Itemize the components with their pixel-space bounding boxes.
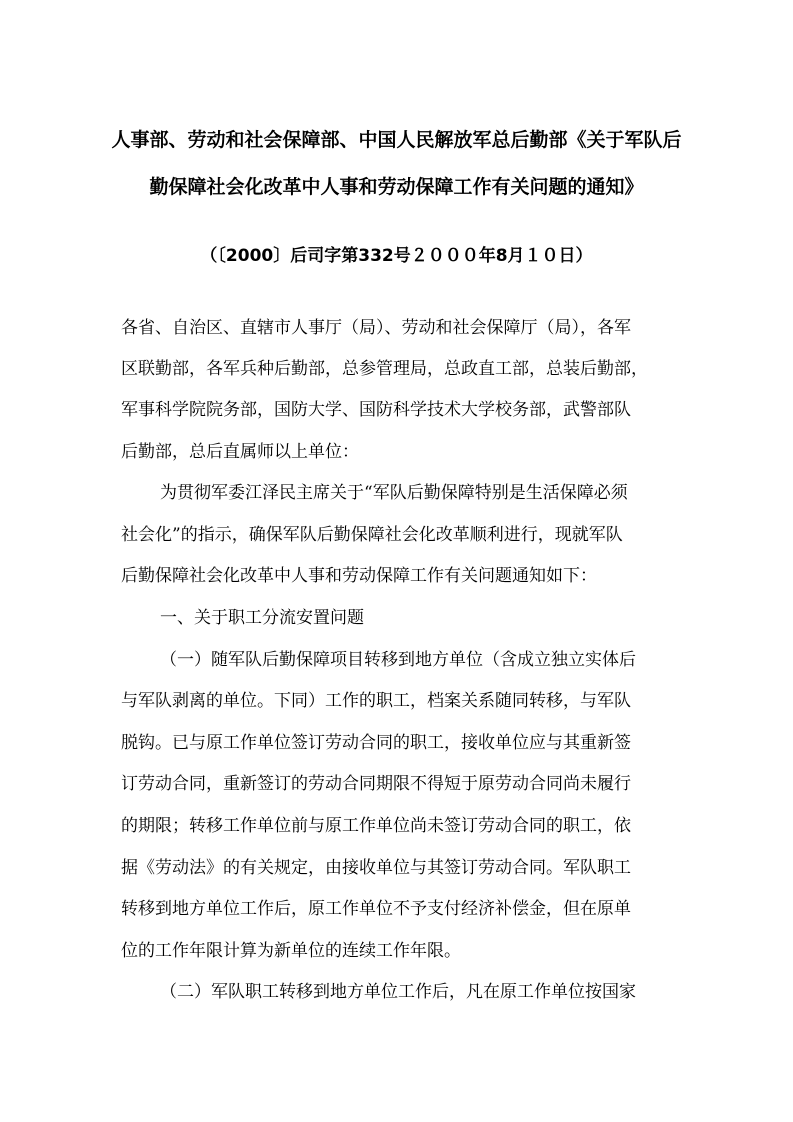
- body-line: （二）军队职工转移到地方单位工作后，凡在原工作单位按国家: [160, 982, 636, 1002]
- body-line: 与军队剥离的单位。下同）工作的职工，档案关系随同转移，与军队: [121, 691, 631, 711]
- body-line: 位的工作年限计算为新单位的连续工作年限。: [121, 941, 461, 961]
- body-line: 为贯彻军委江泽民主席关于“军队后勤保障特别是生活保障必须: [160, 483, 628, 503]
- body-line: 后勤保障社会化改革中人事和劳动保障工作有关问题通知如下：: [121, 566, 597, 586]
- document-reference-date: （〔2000〕后司字第332号２０００年8月１０日）: [200, 246, 593, 266]
- body-line: 订劳动合同，重新签订的劳动合同期限不得短于原劳动合同尚未履行: [121, 774, 631, 794]
- body-line: 各省、自治区、直辖市人事厅（局）、劳动和社会保障厅（局），各军: [121, 318, 631, 338]
- body-line: 的期限；转移工作单位前与原工作单位尚未签订劳动合同的职工，依: [121, 816, 631, 836]
- body-line: （一）随军队后勤保障项目转移到地方单位（含成立独立实体后: [160, 650, 636, 670]
- body-line: 军事科学院院务部，国防大学、国防科学技术大学校务部，武警部队: [121, 400, 631, 420]
- body-line: 区联勤部，各军兵种后勤部，总参管理局，总政直工部，总装后勤部，: [121, 359, 648, 379]
- body-line: 社会化”的指示，确保军队后勤保障社会化改革顺利进行，现就军队: [121, 525, 623, 545]
- body-line: 后勤部，总后直属师以上单位：: [121, 442, 359, 462]
- document-title-line-2: 勤保障社会化改革中人事和劳动保障工作有关问题的通知》: [149, 176, 644, 198]
- document-title-line-1: 人事部、劳动和社会保障部、中国人民解放军总后勤部《关于军队后: [111, 129, 682, 151]
- body-line: 转移到地方单位工作后，原工作单位不予支付经济补偿金，但在原单: [121, 899, 631, 919]
- body-line: 脱钩。已与原工作单位签订劳动合同的职工，接收单位应与其重新签: [121, 733, 631, 753]
- section-heading: 一、关于职工分流安置问题: [160, 608, 364, 628]
- body-line: 据《劳动法》的有关规定，由接收单位与其签订劳动合同。军队职工: [121, 858, 631, 878]
